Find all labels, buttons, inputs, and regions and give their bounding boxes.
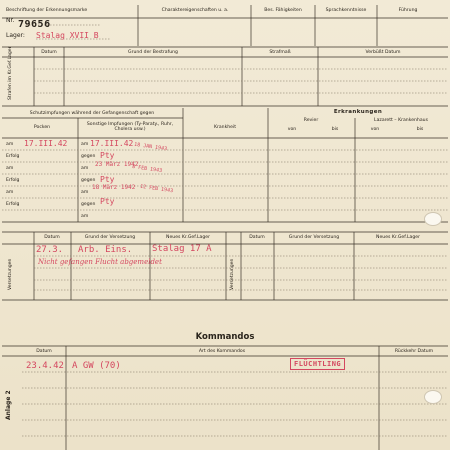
vers-grund-left: Grund der Versetzung — [84, 235, 136, 240]
kommandos-title: Kommandos — [195, 332, 255, 342]
sonst-typ-2: Pty — [100, 175, 115, 184]
impf-erfolg-1: Erfolg — [6, 154, 20, 159]
impf-krankheit: Krankheit — [213, 125, 237, 130]
vers-row1-grund: Arb. Eins. — [78, 245, 133, 255]
vers-side-label-right: Versetzungen — [230, 258, 235, 290]
impf-sonstige: Sonstige Impfungen (Ty-Paraty., Ruhr, Cholera usw.) — [86, 122, 174, 132]
pocken-date-1: 17.III.42 — [24, 139, 68, 148]
vers-row1-datum: 27.3. — [36, 245, 64, 255]
sonst-am-4: am — [81, 214, 89, 219]
revier-bis: bis — [331, 127, 339, 132]
kommandos-art: Art des Kommandos — [198, 349, 246, 354]
vers-neues-left: Neues Kr.Gef.Lager — [166, 235, 210, 240]
nr-heading: Beschriftung der Erkennungsmarke — [6, 8, 88, 13]
kommandos-row1-art: A GW (70) — [72, 361, 121, 371]
sonst-typ-1: Pty — [100, 151, 115, 160]
vers-grund-right: Grund der Versetzung — [288, 235, 340, 240]
strafen-side-label: Strafen im Kr.Gef.Lager — [8, 46, 13, 100]
sonst-typ-3: Pty — [100, 197, 115, 206]
faehigkeiten-heading: Bes. Fähigkeiten — [264, 8, 302, 13]
sonst-stamp-1: 18 JAN 1943 — [133, 141, 168, 153]
kommandos-rueckkehr: Rückkehr Datum — [394, 349, 434, 354]
punch-hole-lower — [424, 390, 442, 404]
punch-hole-upper — [424, 212, 442, 226]
fluechtling-stamp: FLÜCHTLING — [290, 358, 345, 370]
sonst-gegen-3: gegen — [81, 202, 96, 207]
impf-title: Schutzimpfungen während der Gefangenschaft gegen — [29, 111, 155, 116]
impf-pocken: Pocken — [33, 125, 51, 130]
sprach-heading: Sprachkenntnisse — [325, 8, 367, 13]
impf-erfolg-2: Erfolg — [6, 178, 20, 183]
strafen-grund: Grund der Bestrafung — [128, 50, 178, 55]
vers-neues-right: Neues Kr.Gef.Lager — [376, 235, 420, 240]
nr-label: Nr. — [6, 17, 15, 24]
kommandos-datum: Datum — [36, 349, 52, 354]
sonst-gegen-2: gegen — [81, 178, 96, 183]
strafen-verbuesst: Verbüßt Datum — [365, 50, 401, 55]
lager-stamp: Stalag XVII B — [36, 31, 99, 40]
sonst-am-3: am — [81, 190, 89, 195]
impf-am-3: am — [6, 190, 14, 195]
impf-lazarett: Lazarett – Krankenhaus — [374, 118, 428, 123]
nr-value: 79656 — [18, 19, 51, 30]
sonst-date-3: 18 März 1942 — [92, 184, 136, 191]
sonst-stamp-3: 12 FEB 1943 — [139, 183, 174, 195]
vers-datum-right: Datum — [249, 235, 265, 240]
anlage-label: Anlage 2 — [5, 390, 12, 420]
fuehrung-heading: Führung — [398, 8, 418, 13]
sonst-date-2: 23 März 1942 — [95, 161, 139, 168]
vers-side-label-left: Versetzungen — [8, 258, 13, 290]
strafen-datum: Datum — [41, 50, 57, 55]
impf-am-2: am — [6, 166, 14, 171]
sonst-am-2: am — [81, 166, 89, 171]
lazarett-bis: bis — [416, 127, 424, 132]
sonst-date-1: 17.III.42 — [90, 139, 134, 148]
impf-erkrankungen: Erkrankungen — [333, 109, 383, 115]
charakter-heading: Charaktereigenschaften u. a. — [161, 8, 229, 13]
lager-label: Lager: — [6, 32, 25, 39]
revier-von: von — [287, 127, 297, 132]
vers-row2-handwriting: Nicht gefangen Flucht abgemeldet — [38, 258, 162, 266]
impf-am-1: am — [6, 142, 14, 147]
impf-revier: Revier — [303, 118, 319, 123]
vers-datum-left: Datum — [44, 235, 60, 240]
lazarett-von: von — [370, 127, 380, 132]
kommandos-row1-datum: 23.4.42 — [26, 361, 64, 371]
sonst-gegen-1: gegen — [81, 154, 96, 159]
strafen-strafmass: Strafmaß — [269, 50, 291, 55]
impf-erfolg-3: Erfolg — [6, 202, 20, 207]
vers-row1-neues: Stalag 17 A — [152, 244, 212, 254]
sonst-stamp-2: 8 FEB 1943 — [131, 163, 163, 175]
sonst-am-1: am — [81, 142, 89, 147]
